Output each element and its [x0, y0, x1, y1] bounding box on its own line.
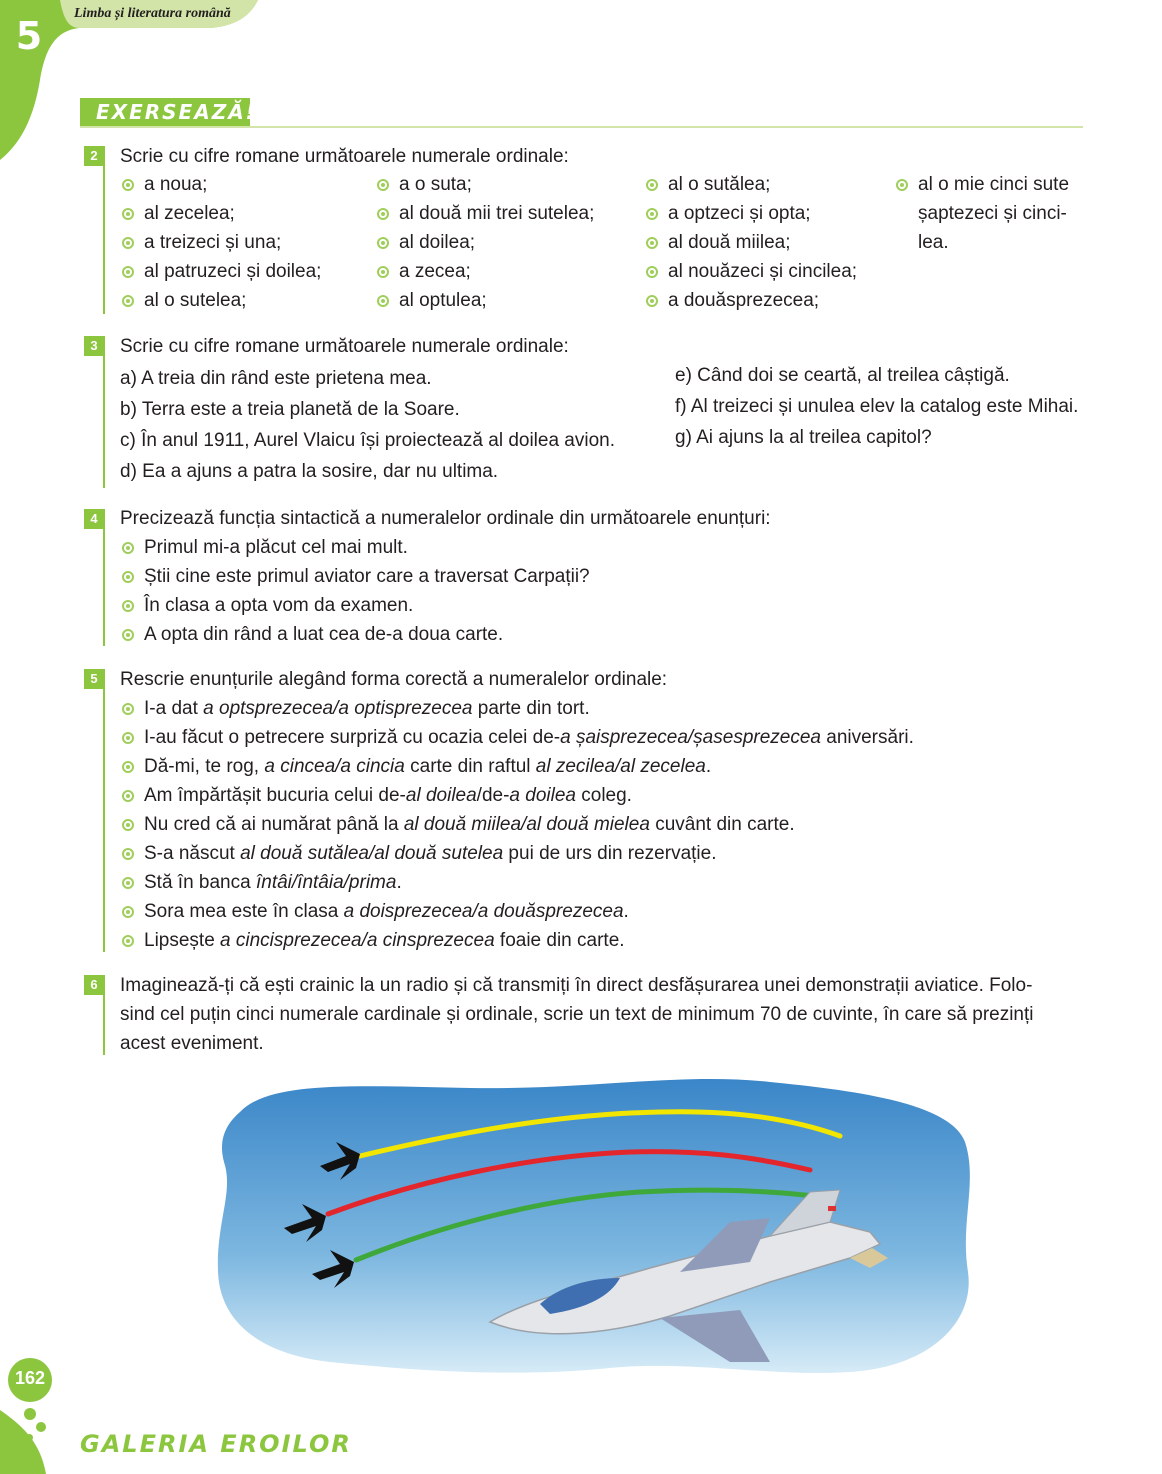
- line: al o mie cinci sute: [918, 174, 1070, 195]
- list-item: I-au făcut o petrecere surpriză cu ocazia celei de-a șaisprezecea/șasesprezecea aniversări.: [120, 723, 914, 752]
- list-item: a treizeci și una;: [120, 228, 321, 257]
- list-item: a noua;: [120, 170, 321, 199]
- list-item: Primul mi-a plăcut cel mai mult.: [120, 533, 590, 562]
- exercise-2-instruction: Scrie cu cifre romane următoarele numerale ordinale:: [120, 146, 569, 167]
- line: lea.: [918, 232, 949, 253]
- list-item: a) A treia din rând este prietena mea.: [120, 368, 432, 389]
- footer-corner: [0, 1410, 50, 1474]
- exercise-bar: [103, 975, 105, 1055]
- list-item: al zecelea;: [120, 199, 321, 228]
- line: acest eveniment.: [120, 1033, 264, 1054]
- line: Imaginează-ți că ești crainic la un radio și că transmiți în direct desfășurarea unei demonstrații aviatice. Folo-: [120, 975, 1033, 996]
- exercise-2-column-3: [644, 170, 857, 315]
- exercise-bar: [103, 669, 105, 952]
- list-item: Stă în banca întâi/întâia/prima.: [120, 868, 914, 897]
- section-title: EXERSEAZĂ!: [96, 100, 257, 124]
- list-item: al optulea;: [375, 286, 594, 315]
- list-item: d) Ea a ajuns a patra la sosire, dar nu ultima.: [120, 461, 499, 482]
- exercise-2-column-1: [120, 170, 321, 315]
- list-item: al doilea;: [375, 228, 594, 257]
- section-rule: [80, 126, 1083, 128]
- exercise-number-2: 2: [84, 146, 104, 166]
- list-item: [894, 170, 1069, 199]
- list-item: al o sutălea;: [644, 170, 857, 199]
- list-item: Sora mea este în clasa a doisprezecea/a douăsprezecea.: [120, 897, 914, 926]
- exercise-5-list: [120, 694, 914, 955]
- exercise-3-left-list: [120, 363, 615, 487]
- list-item: al patruzeci și doilea;: [120, 257, 321, 286]
- exercise-bar: [103, 146, 105, 314]
- list-item: c) În anul 1911, Aurel Vlaicu își proiectează al doilea avion.: [120, 430, 616, 451]
- exercise-4-list: [120, 533, 590, 649]
- list-item: a zecea;: [375, 257, 594, 286]
- footer-title: GALERIA EROILOR: [80, 1430, 352, 1458]
- list-item: Dă-mi, te rog, a cincea/a cincia carte din raftul al zecilea/al zecelea.: [120, 752, 914, 781]
- list-item: În clasa a opta vom da examen.: [120, 591, 590, 620]
- exercise-number-4: 4: [84, 509, 104, 529]
- exercise-2-column-2: [375, 170, 594, 315]
- list-item: a douăsprezecea;: [644, 286, 857, 315]
- list-item: f) Al treizeci și unulea elev la catalog este Mihai.: [675, 396, 1079, 417]
- exercise-bar: [103, 336, 105, 488]
- exercise-3-right-list: [675, 360, 1078, 453]
- list-item: S-a născut al două sutălea/al două sutelea pui de urs din rezervație.: [120, 839, 914, 868]
- exercise-2-column-4: [894, 170, 1069, 199]
- exercise-5-instruction: Rescrie enunțurile alegând forma corectă a numeralelor ordinale:: [120, 669, 668, 690]
- line: sind cel puțin cinci numerale cardinale și ordinale, scrie un text de minimum 70 de cuvinte, în care să prezinți: [120, 1004, 1034, 1025]
- exercise-2-column-4-continuation: [918, 199, 1067, 257]
- exercise-6-text: [120, 971, 1034, 1058]
- exercise-3-instruction: Scrie cu cifre romane următoarele numerale ordinale:: [120, 336, 569, 357]
- list-item: al o sutelea;: [120, 286, 321, 315]
- list-item: al nouăzeci și cincilea;: [644, 257, 857, 286]
- exercise-bar: [103, 509, 105, 646]
- list-item: Lipsește a cincisprezecea/a cinsprezecea foaie din carte.: [120, 926, 914, 955]
- list-item: b) Terra este a treia planetă de la Soare.: [120, 399, 460, 420]
- list-item: Am împărtășit bucuria celui de-al doilea/de-a doilea coleg.: [120, 781, 914, 810]
- list-item: e) Când doi se ceartă, al treilea câștigă.: [675, 365, 1010, 386]
- list-item: al două mii trei sutelea;: [375, 199, 594, 228]
- air-show-illustration: [210, 1072, 980, 1382]
- chapter-number: 5: [15, 14, 43, 58]
- exercise-number-5: 5: [84, 669, 104, 689]
- list-item: Nu cred că ai numărat până la al două miilea/al două mielea cuvânt din carte.: [120, 810, 914, 839]
- list-item: I-a dat a optsprezecea/a optisprezecea parte din tort.: [120, 694, 914, 723]
- line: șaptezeci și cinci-: [918, 203, 1067, 224]
- list-item: a optzeci și opta;: [644, 199, 857, 228]
- subject-title: Limba și literatura română: [74, 6, 231, 21]
- page-number: 162: [14, 1368, 46, 1388]
- list-item: Știi cine este primul aviator care a traversat Carpații?: [120, 562, 590, 591]
- list-item: g) Ai ajuns la al treilea capitol?: [675, 427, 932, 448]
- exercise-4-instruction: Precizează funcția sintactică a numeralelor ordinale din următoarele enunțuri:: [120, 508, 771, 529]
- list-item: al două miilea;: [644, 228, 857, 257]
- list-item: A opta din rând a luat cea de-a doua carte.: [120, 620, 590, 649]
- exercise-number-3: 3: [84, 336, 104, 356]
- list-item: a o suta;: [375, 170, 594, 199]
- exercise-number-6: 6: [84, 975, 104, 995]
